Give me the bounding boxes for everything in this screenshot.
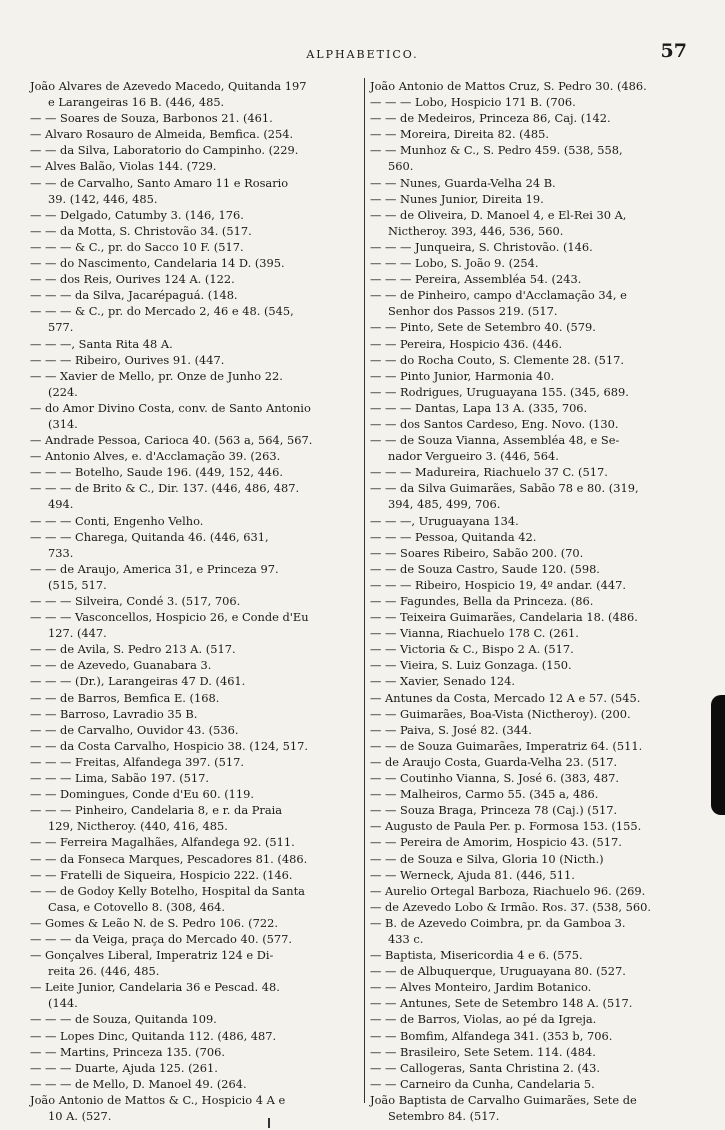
directory-entry [30, 786, 360, 802]
entry-line: — — —, Santa Rita 48 A. [30, 336, 173, 351]
directory-entry [370, 818, 698, 834]
entry-line: — Baptista, Misericordia 4 e 6. (575. [370, 948, 583, 963]
directory-entry [370, 416, 698, 432]
directory-entry [370, 673, 698, 689]
entry-line: — — da Fonseca Marques, Pescadores 81. (486. [30, 851, 308, 866]
directory-entry [370, 239, 698, 255]
directory-entry [370, 834, 698, 850]
entry-line: — — Malheiros, Carmo 55. (345 a, 486. [370, 787, 599, 802]
entry-line: — — dos Reis, Ourives 124 A. (122. [30, 272, 235, 287]
directory-entry [30, 931, 360, 947]
entry-line: — Andrade Pessoa, Carioca 40. (563 a, 564, 567. [30, 433, 313, 448]
entry-line: — — Vianna, Riachuelo 178 C. (261. [370, 626, 579, 641]
directory-entry [30, 207, 360, 223]
entry-line: — — — (Dr.), Larangeiras 47 D. (461. [30, 674, 246, 689]
entry-line: — Antunes da Costa, Mercado 12 A e 57. (545. [370, 690, 641, 705]
directory-entry [30, 464, 360, 480]
entry-line: — — — Vasconcellos, Hospicio 26, e Conde d'Eu [30, 610, 309, 625]
entry-line: — — — da Veiga, praça do Mercado 40. (577. [30, 931, 293, 946]
entry-line: — de Azevedo Lobo & Irmão. Ros. 37. (538, 560. [370, 899, 652, 914]
directory-entry [370, 641, 698, 657]
directory-entry [30, 657, 360, 673]
directory-entry [370, 609, 698, 625]
directory-entry [30, 915, 360, 931]
right-column [370, 78, 698, 1123]
entry-line: — — Werneck, Ajuda 81. (446, 511. [370, 867, 575, 882]
directory-entry [30, 255, 360, 271]
directory-entry [370, 545, 698, 561]
entry-line: — — de Albuquerque, Uruguayana 80. (527. [370, 964, 626, 979]
entry-line: — — da Motta, S. Christovão 34. (517. [30, 223, 252, 238]
directory-entry [30, 110, 360, 126]
entry-line: — — de Azevedo, Guanabara 3. [30, 658, 212, 673]
entry-line: — — de Souza Guimarães, Imperatriz 64. (511. [370, 738, 643, 753]
entry-line: — — — de Brito & C., Dir. 137. (446, 486, 487. [30, 481, 300, 496]
entry-line: — — Martins, Princeza 135. (706. [30, 1044, 225, 1059]
entry-line: — — da Costa Carvalho, Hospicio 38. (124, 517. [30, 738, 308, 753]
directory-entry [370, 1044, 698, 1060]
entry-line: — de Araujo Costa, Guarda-Velha 23. (517. [370, 754, 618, 769]
directory-entry [370, 94, 698, 110]
directory-entry [30, 561, 360, 593]
entry-line: (224. [48, 384, 78, 399]
entry-line: — — Souza Braga, Princeza 78 (Caj.) (517. [370, 803, 618, 818]
directory-entry [370, 1092, 698, 1124]
entry-line: — — Xavier, Senado 124. [370, 674, 515, 689]
directory-entry [30, 593, 360, 609]
entry-line: Nictheroy. 393, 446, 536, 560. [388, 223, 564, 238]
directory-entry [370, 657, 698, 673]
directory-entry [30, 1011, 360, 1027]
entry-line: — — Vieira, S. Luiz Gonzaga. (150. [370, 658, 572, 673]
entry-line: 129, Nictheroy. (440, 416, 485. [48, 819, 228, 834]
directory-entry [30, 609, 360, 641]
directory-entry [370, 432, 698, 464]
directory-entry [370, 142, 698, 174]
entry-line: — — — Madureira, Riachuelo 37 C. (517. [370, 465, 608, 480]
entry-line: — Gomes & Leão N. de S. Pedro 106. (722. [30, 915, 278, 930]
entry-line: — — Domingues, Conde d'Eu 60. (119. [30, 787, 255, 802]
entry-line: — Antonio Alves, e. d'Acclamação 39. (263. [30, 449, 281, 464]
entry-line: — — — Pessoa, Quitanda 42. [370, 529, 537, 544]
directory-entry [30, 1044, 360, 1060]
entry-line: — — Rodrigues, Uruguayana 155. (345, 689. [370, 384, 629, 399]
entry-line: — — Soares Ribeiro, Sabão 200. (70. [370, 545, 584, 560]
entry-line: — — — Junqueira, S. Christovão. (146. [370, 239, 593, 254]
directory-entry [370, 464, 698, 480]
directory-entry [370, 706, 698, 722]
entry-line: — — de Pinheiro, campo d'Acclamação 34, e [370, 288, 627, 303]
entry-line: — — — Conti, Engenho Velho. [30, 513, 204, 528]
directory-entry [370, 995, 698, 1011]
entry-line: — — dos Santos Cardeso, Eng. Novo. (130. [370, 416, 619, 431]
entry-line: 39. (142, 446, 485. [48, 191, 158, 206]
entry-line: Senhor dos Passos 219. (517. [388, 304, 558, 319]
directory-entry [30, 979, 360, 1011]
directory-entry [30, 448, 360, 464]
entry-line: — — — Ribeiro, Hospicio 19, 4º andar. (447. [370, 577, 626, 592]
directory-entry [370, 754, 698, 770]
directory-entry [370, 883, 698, 899]
entry-line: João Baptista de Carvalho Guimarães, Sete de [370, 1092, 637, 1107]
directory-entry [370, 722, 698, 738]
directory-entry [30, 271, 360, 287]
entry-line: — — Brasileiro, Sete Setem. 114. (484. [370, 1044, 596, 1059]
column-divider [364, 78, 365, 1103]
directory-entry [370, 625, 698, 641]
entry-line: — — Delgado, Catumby 3. (146, 176. [30, 207, 244, 222]
entry-line: — — — & C., pr. do Mercado 2, 46 e 48. (545, [30, 304, 294, 319]
entry-line: e Larangeiras 16 B. (446, 485. [48, 95, 225, 110]
entry-line: 494. [48, 497, 74, 512]
entry-line: — — Nunes Junior, Direita 19. [370, 191, 544, 206]
directory-entry [370, 577, 698, 593]
entry-line: 10 A. (527. [48, 1109, 112, 1123]
entry-line: (515, 517. [48, 577, 107, 592]
directory-entry [370, 480, 698, 512]
entry-line: — — de Souza Castro, Saude 120. (598. [370, 561, 600, 576]
entry-line: — — Barroso, Lavradio 35 B. [30, 706, 198, 721]
directory-entry [30, 513, 360, 529]
directory-entry [370, 979, 698, 995]
directory-entry [30, 78, 360, 110]
entry-line: — — de Carvalho, Ouvidor 43. (536. [30, 722, 239, 737]
entry-line: — — de Avila, S. Pedro 213 A. (517. [30, 642, 236, 657]
entry-line: — — Ferreira Magalhães, Alfandega 92. (511. [30, 835, 295, 850]
directory-entry [30, 239, 360, 255]
entry-line: — do Amor Divino Costa, conv. de Santo Antonio [30, 400, 311, 415]
directory-entry [30, 690, 360, 706]
directory-entry [30, 883, 360, 915]
directory-entry [370, 400, 698, 416]
entry-line: — — — Freitas, Alfandega 397. (517. [30, 754, 244, 769]
directory-entry [370, 207, 698, 239]
directory-entry [370, 175, 698, 191]
entry-line: — — Teixeira Guimarães, Candelaria 18. (486. [370, 610, 638, 625]
directory-entry [30, 175, 360, 207]
directory-entry [30, 867, 360, 883]
entry-line: João Antonio de Mattos & C., Hospicio 4 A e [30, 1092, 286, 1107]
directory-entry [370, 899, 698, 915]
directory-entry [370, 126, 698, 142]
entry-line: — Augusto de Paula Per. p. Formosa 153. (155. [370, 819, 642, 834]
entry-line: — — de Oliveira, D. Manoel 4, e El-Rei 30 A, [370, 207, 627, 222]
entry-line: — — Fagundes, Bella da Princeza. (86. [370, 594, 594, 608]
directory-entry [30, 738, 360, 754]
page-header [0, 40, 725, 64]
entry-line: — — —, Uruguayana 134. [370, 513, 519, 528]
entry-line: (144. [48, 996, 78, 1011]
entry-line: — — de Godoy Kelly Botelho, Hospital da Santa [30, 883, 305, 898]
entry-line: — — de Carvalho, Santo Amaro 11 e Rosario [30, 175, 289, 190]
entry-line: — — — Duarte, Ajuda 125. (261. [30, 1060, 218, 1075]
entry-line: — Alvaro Rosauro de Almeida, Bemfica. (254. [30, 127, 294, 142]
directory-entry [370, 271, 698, 287]
directory-entry [370, 1060, 698, 1076]
entry-line: 433 c. [388, 931, 424, 946]
entry-line: 394, 485, 499, 706. [388, 497, 501, 512]
directory-entry [30, 802, 360, 834]
directory-entry [30, 722, 360, 738]
entry-line: — — Pereira de Amorim, Hospicio 43. (517. [370, 835, 622, 850]
entry-line: — B. de Azevedo Coimbra, pr. da Gamboa 3. [370, 915, 626, 930]
directory-entry [30, 158, 360, 174]
directory-entry [370, 336, 698, 352]
directory-entry [370, 1028, 698, 1044]
entry-line: — — Nunes, Guarda-Velha 24 B. [370, 175, 556, 190]
entry-line: — — Callogeras, Santa Christina 2. (43. [370, 1060, 600, 1075]
directory-entry [370, 78, 698, 94]
bottom-mark [268, 1118, 270, 1128]
entry-line: — — Coutinho Vianna, S. José 6. (383, 487. [370, 771, 620, 786]
entry-line: — — Lopes Dinc, Quitanda 112. (486, 487. [30, 1028, 277, 1043]
directory-entry [30, 352, 360, 368]
directory-entry [30, 223, 360, 239]
entry-line: — — Pereira, Hospicio 436. (446. [370, 336, 563, 351]
directory-entry [30, 336, 360, 352]
directory-entry [370, 529, 698, 545]
entry-line: Setembro 84. (517. [388, 1109, 500, 1123]
entry-line: — — — da Silva, Jacarépaguá. (148. [30, 288, 238, 303]
entry-line: — — — de Mello, D. Manoel 49. (264. [30, 1076, 247, 1091]
directory-entry [30, 706, 360, 722]
directory-entry [30, 834, 360, 850]
directory-entry [370, 352, 698, 368]
entry-line: — — da Silva, Laboratorio do Campinho. (229. [30, 143, 299, 158]
entry-line: — — — Pinheiro, Candelaria 8, e r. da Praia [30, 803, 283, 818]
entry-line: — — Pinto Junior, Harmonia 40. [370, 368, 555, 383]
entry-line: — — — Dantas, Lapa 13 A. (335, 706. [370, 400, 588, 415]
page-number: 57 [660, 40, 687, 62]
directory-entry [30, 770, 360, 786]
entry-line: — — — de Souza, Quitanda 109. [30, 1012, 217, 1027]
entry-line: — — Alves Monteiro, Jardim Botanico. [370, 980, 592, 995]
entry-line: — — Victoria & C., Bispo 2 A. (517. [370, 642, 574, 657]
entry-line: — — Paiva, S. José 82. (344. [370, 722, 532, 737]
entry-line: — — do Nascimento, Candelaria 14 D. (395. [30, 256, 285, 271]
directory-entry [370, 287, 698, 319]
entry-line: Casa, e Cotovello 8. (308, 464. [48, 899, 225, 914]
entry-line: João Antonio de Mattos Cruz, S. Pedro 30. (486. [370, 79, 647, 93]
directory-entry [370, 110, 698, 126]
entry-line: 560. [388, 159, 414, 174]
entry-line: — — Antunes, Sete de Setembro 148 A. (517. [370, 996, 633, 1011]
directory-entry [370, 963, 698, 979]
directory-entry [370, 738, 698, 754]
entry-line: — — — Lima, Sabão 197. (517. [30, 771, 210, 786]
entry-line: — — Moreira, Direita 82. (485. [370, 127, 549, 142]
entry-line: — — — & C., pr. do Sacco 10 F. (517. [30, 239, 244, 254]
entry-line: 577. [48, 320, 74, 335]
entry-line: — — — Charega, Quitanda 46. (446, 631, [30, 529, 269, 544]
entry-line: — — Bomfim, Alfandega 341. (353 b, 706. [370, 1028, 613, 1043]
directory-entry [30, 480, 360, 512]
entry-line: — — de Barros, Bemfica E. (168. [30, 690, 220, 705]
directory-entry [30, 851, 360, 867]
directory-entry [30, 754, 360, 770]
entry-line: — — da Silva Guimarães, Sabão 78 e 80. (319, [370, 481, 639, 496]
entry-line: — — — Silveira, Condé 3. (517, 706. [30, 594, 241, 608]
directory-entry [30, 432, 360, 448]
entry-line: — — do Rocha Couto, S. Clemente 28. (517. [370, 352, 625, 367]
entry-line: — — de Souza e Silva, Gloria 10 (Nicth.) [370, 851, 604, 866]
directory-entry [370, 513, 698, 529]
entry-line: — Leite Junior, Candelaria 36 e Pescad. 48. [30, 980, 280, 995]
directory-entry [370, 368, 698, 384]
running-title: ALPHABETICO. [306, 48, 419, 61]
directory-entry [30, 126, 360, 142]
directory-entry [370, 770, 698, 786]
entry-line: — — Fratelli de Siqueira, Hospicio 222. (146. [30, 867, 293, 882]
directory-entry [370, 561, 698, 577]
directory-entry [30, 1092, 360, 1124]
directory-entry [370, 851, 698, 867]
directory-entry [30, 529, 360, 561]
entry-line: 127. (447. [48, 626, 107, 641]
directory-entry [30, 1060, 360, 1076]
entry-line: — — de Barros, Violas, ao pé da Igreja. [370, 1012, 597, 1027]
directory-entry [30, 673, 360, 689]
directory-entry [370, 384, 698, 400]
directory-entry [30, 947, 360, 979]
entry-line: — — — Ribeiro, Ourives 91. (447. [30, 352, 225, 367]
ink-smudge [711, 695, 725, 815]
entry-line: — — Pinto, Sete de Setembro 40. (579. [370, 320, 596, 335]
entry-line: — Alves Balão, Violas 144. (729. [30, 159, 217, 174]
entry-line: 733. [48, 545, 74, 560]
directory-entry [370, 947, 698, 963]
left-column [30, 78, 360, 1123]
entry-line: (314. [48, 416, 78, 431]
entry-line: — — Guimarães, Boa-Vista (Nictheroy). (200. [370, 706, 631, 721]
entry-line: — — Xavier de Mello, pr. Onze de Junho 22. [30, 368, 283, 383]
directory-entry [30, 287, 360, 303]
entry-line: — — de Souza Vianna, Assembléa 48, e Se- [370, 433, 620, 448]
entry-line: — Gonçalves Liberal, Imperatriz 124 e Di- [30, 948, 274, 963]
directory-entry [370, 915, 698, 947]
directory-entry [30, 368, 360, 400]
directory-entry [370, 191, 698, 207]
entry-line: — — Carneiro da Cunha, Candelaria 5. [370, 1076, 595, 1091]
directory-entry [370, 319, 698, 335]
entry-line: — — de Medeiros, Princeza 86, Caj. (142. [370, 111, 611, 126]
entry-line: — — — Botelho, Saude 196. (449, 152, 446. [30, 465, 283, 480]
directory-entry [30, 303, 360, 335]
directory-entry [30, 142, 360, 158]
directory-entry [370, 1011, 698, 1027]
directory-entry [370, 786, 698, 802]
directory-entry [30, 641, 360, 657]
directory-entry [370, 255, 698, 271]
directory-entry [30, 400, 360, 432]
directory-entry [30, 1028, 360, 1044]
entry-line: — — de Araujo, America 31, e Princeza 97. [30, 561, 279, 576]
directory-entry [370, 593, 698, 609]
entry-line: — Aurelio Ortegal Barboza, Riachuelo 96. (269. [370, 883, 646, 898]
entry-line: — — — Pereira, Assembléa 54. (243. [370, 272, 582, 287]
entry-line: — — — Lobo, S. João 9. (254. [370, 256, 539, 271]
directory-entry [370, 690, 698, 706]
entry-line: — — Munhoz & C., S. Pedro 459. (538, 558, [370, 143, 623, 158]
entry-line: — — Soares de Souza, Barbonos 21. (461. [30, 111, 273, 126]
entry-line: — — — Lobo, Hospicio 171 B. (706. [370, 95, 576, 110]
directory-entry [370, 1076, 698, 1092]
directory-entry [370, 802, 698, 818]
entry-line: João Alvares de Azevedo Macedo, Quitanda 197 [30, 79, 307, 93]
directory-entry [30, 1076, 360, 1092]
directory-entry [370, 867, 698, 883]
entry-line: nador Vergueiro 3. (446, 564. [388, 449, 559, 464]
entry-line: reita 26. (446, 485. [48, 964, 160, 979]
